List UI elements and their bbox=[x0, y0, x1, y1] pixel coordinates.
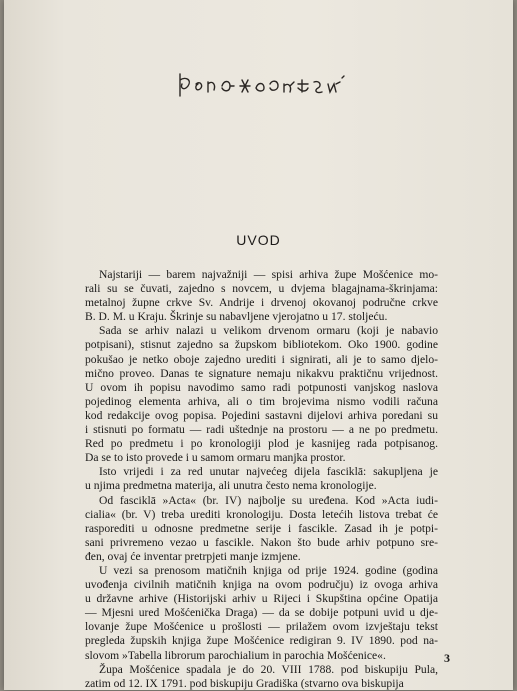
text-line: potpisani), stisnut zajedno sa župskom bibliotekom. Oko 1900. godine bbox=[85, 338, 438, 352]
text-line: Red po predmetu i po kronologiji plod je kasnijeg rada potpisanog. bbox=[85, 437, 438, 451]
text-line: u njima predmetna materija, ali unutra često nema kronologije. bbox=[85, 479, 377, 493]
paragraph bbox=[85, 268, 438, 324]
paragraph bbox=[85, 494, 438, 564]
text-line: slovom »Tabella librorum parochialium in parochia Mošćenice«. bbox=[85, 648, 386, 662]
text-line: Sada se arhiv nalazi u velikom drvenom ormaru (koji je nabavio bbox=[99, 324, 438, 338]
paragraph bbox=[85, 564, 438, 663]
paragraph bbox=[85, 663, 438, 691]
text-line: i stisnuti po formatu — radi uštednje na prostoru — a ne po predmetu. bbox=[85, 423, 438, 437]
text-line: kod redakcije ovog popisa. Pojedini sastavni dijelovi arhiva poredani su bbox=[85, 408, 438, 422]
paragraph bbox=[85, 324, 438, 465]
text-line: lovanje župe Mošćenice u prošlosti — prilažem ovom izvještaju tekst bbox=[85, 620, 438, 634]
text-line: B. D. M. u Kraju. Škrinje su nabavljene vjerojatno u 17. stoljeću. bbox=[85, 310, 388, 324]
text-line: uvođenja civilnih matičnih knjiga na ovom području) iz ovoga arhiva bbox=[85, 578, 438, 592]
text-line: sani privremeno vezao u fascikle. Nakon što bude arhiv potpuno sre- bbox=[85, 535, 438, 549]
paragraph bbox=[85, 465, 438, 493]
glagolitic-script-icon bbox=[174, 66, 354, 106]
text-line: Od fasciklā »Acta« (br. IV) najbolje su uređena. Kod »Acta iudi- bbox=[99, 493, 438, 507]
text-line: cialia« (br. V) treba urediti kronologiju. Dosta letećih listova trebat će bbox=[85, 507, 438, 521]
text-line: đen, ovaj će inventar pretrpjeti manje izmjene. bbox=[85, 549, 301, 563]
text-line: Najstariji — barem najvažniji — spisi arhiva župe Mošćenice mo- bbox=[99, 268, 438, 281]
text-line: — Mjesni ured Mošćenička Draga) — da se dobije potpuni uvid u dje- bbox=[85, 606, 438, 620]
document-page bbox=[4, 0, 513, 690]
text-line: Isto vrijedi i za red unutar najvećeg dijela fasciklā: sakupljena je bbox=[99, 465, 438, 479]
text-line: Da se to isto provede i u samom ormaru manjka prostor. bbox=[85, 451, 346, 465]
body-text bbox=[85, 268, 438, 691]
text-line: pojedinog elementa arhiva, ali o tim brojevima nismo vodili računa bbox=[85, 394, 438, 408]
text-line: Župa Mošćenice spadala je do 20. VIII 1788. pod biskupiju Pula, bbox=[99, 662, 438, 676]
text-line: pokušao je netko oboje zajedno urediti i signirati, ali je to samo djelo- bbox=[85, 352, 438, 366]
text-line: pregleda župskih knjiga župe Mošćenice redigiran 9. IV 1890. pod na- bbox=[85, 634, 438, 648]
text-line: U ovom ih popisu navodimo samo radi potpunosti vanjskog naslova bbox=[85, 380, 438, 394]
text-line: rali su se čuvati, zajedno s novcem, u dvjema blagajnama-škrinjama: bbox=[85, 282, 438, 296]
text-line: U vezi sa prenosom matičnih knjiga od prije 1924. godine (godina bbox=[99, 563, 438, 577]
text-line: u državne arhive (Historijski arhiv u Rijeci i Skupština općine Opatija bbox=[85, 592, 438, 606]
section-heading: UVOD bbox=[236, 232, 281, 248]
text-line: rasporediti u odnosne predmetne serije i fascikle. Zasad ih je potpi- bbox=[85, 521, 438, 535]
text-line: zatim od 12. IX 1791. pod biskupiju Gradiška (stvarno ova biskupija bbox=[85, 676, 404, 690]
text-line: metalnoj župne crkve Sv. Andrije i drvenoj okovanoj područne crkve bbox=[85, 296, 438, 310]
page-number: 3 bbox=[444, 651, 450, 665]
text-line: mično proveo. Danas te signature nemaju nikakvu praktičnu vrijednost. bbox=[85, 366, 438, 380]
